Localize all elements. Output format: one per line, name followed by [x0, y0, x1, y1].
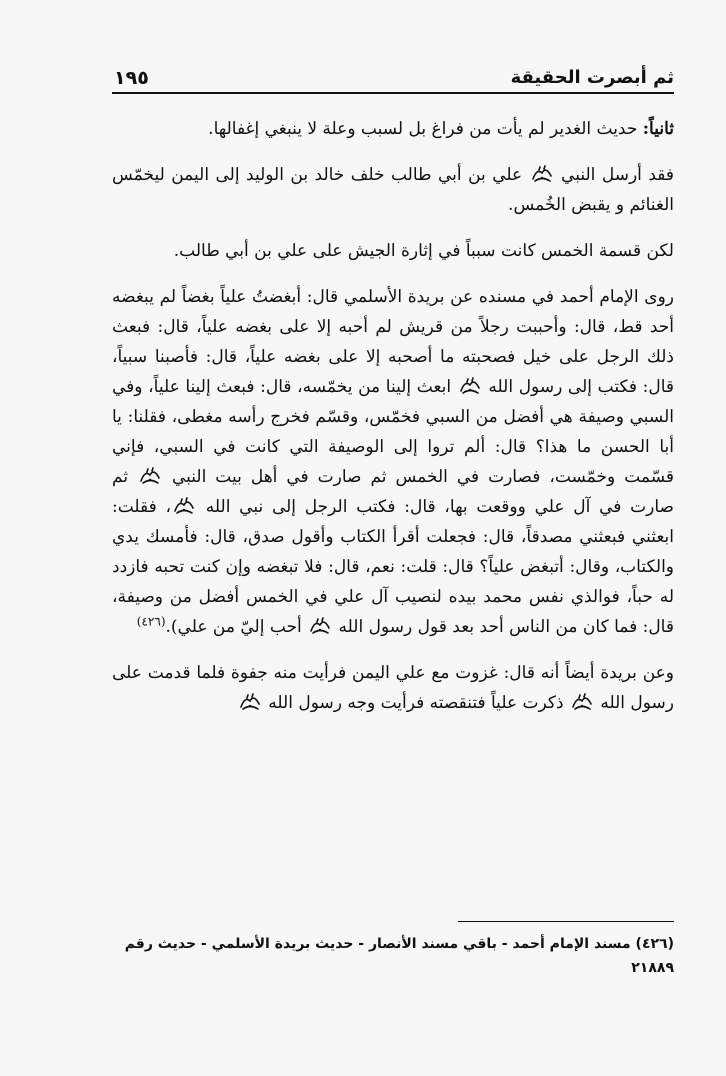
paragraph-text: وعن بريدة أيضاً أنه قال: غزوت مع علي اليمن فرأيت منه جفوة فلما قدمت على رسول الله: [112, 663, 674, 713]
paragraph-text: أحب إليّ من علي).: [165, 617, 308, 637]
paragraph-3: [112, 236, 674, 266]
honorific-ligature-icon: [531, 164, 553, 184]
paragraph-text: ، فقلت: ابعثني فبعثني مصدقاً، قال: فجعلت أقرأ الكتاب وأقول صدق، قال: فأمسك يدي والكتاب، وقال: أتبغض علياً؟ قال: قلت: نعم، قال: فلا تبغضه وإن كنت تحبه فازدد له حباً، فوالذي نفس محمد بيده لنصيب آل علي في الخمس أفضل من وصيفة، قال: فما كان من الناس أحد بعد قول رسول الله: [112, 497, 674, 637]
page-header: [112, 58, 674, 94]
honorific-ligature-icon: [309, 616, 331, 636]
honorific-ligature-icon: [571, 692, 593, 712]
honorific-ligature-icon: [173, 496, 195, 516]
paragraph-text: علي بن أبي طالب خلف خالد بن الوليد إلى اليمن ليخمّس الغنائم و يقبض الخُمس.: [112, 165, 674, 215]
paragraph-text: حديث الغدير لم يأت من فراغ بل لسبب وعلة لا ينبغي إغفالها.: [208, 119, 643, 139]
footnote-divider: [458, 921, 674, 922]
paragraph-text: روى الإمام أحمد في مسنده عن بريدة الأسلمي قال: أبغضتُ علياً بغضاً لم يبغضه أحد قط، قال: وأحببت رجلاً من قريش لم أحبه إلا على بغضه علياً، قال: فبعث ذلك الرجل على خيل فصحبته ما أصحبه إلا على بغضه علياً، قال: فأصبنا سبياً، قال: فكتب إلى رسول الله: [112, 287, 675, 397]
paragraph-4: [112, 282, 674, 642]
paragraph-text: لكن قسمة الخمس كانت سبباً في إثارة الجيش على علي بن أبي طالب.: [173, 241, 674, 261]
footnote: [112, 932, 674, 980]
paragraph-1: [112, 114, 674, 144]
page-body: [112, 114, 674, 718]
footnote-reference[interactable]: (٤٢٦): [136, 614, 166, 629]
honorific-ligature-icon: [239, 692, 261, 712]
paragraph-text: ابعث إلينا من يخمّسه، قال: فبعث إلينا علياً، وفي السبي وصيفة هي أفضل من السبي فخمّس، وقسّم فخرج رأسه مغطى، فقلنا: يا أبا الحسن ما هذا؟ قال: ألم تروا إلى الوصيفة التي كانت في السبي، فإني قسّمت وخمّست، فصارت في الخمس ثم صارت في أهل بيت النبي: [112, 377, 675, 487]
honorific-ligature-icon: [459, 376, 481, 396]
paragraph-text: ثم صارت في آل علي ووقعت بها، قال: فكتب الرجل إلى نبي الله: [112, 467, 674, 517]
paragraph-5: [112, 658, 674, 718]
footnote-text: (٤٢٦) مسند الإمام أحمد - باقي مسند الأنصار - حديث بريدة الأسلمي - حديث رقم ٢١٨٨٩: [124, 936, 674, 976]
honorific-ligature-icon: [139, 466, 161, 486]
page-number: ١٩٥: [114, 67, 149, 89]
paragraph-label: ثانياً:: [642, 119, 674, 139]
running-title: ثم أبصرت الحقيقة: [510, 67, 674, 88]
paragraph-text: ذكرت علياً فتنقصته فرأيت وجه رسول الله: [262, 693, 569, 713]
paragraph-2: [112, 160, 674, 220]
paragraph-text: فقد أرسل النبي: [554, 165, 674, 185]
